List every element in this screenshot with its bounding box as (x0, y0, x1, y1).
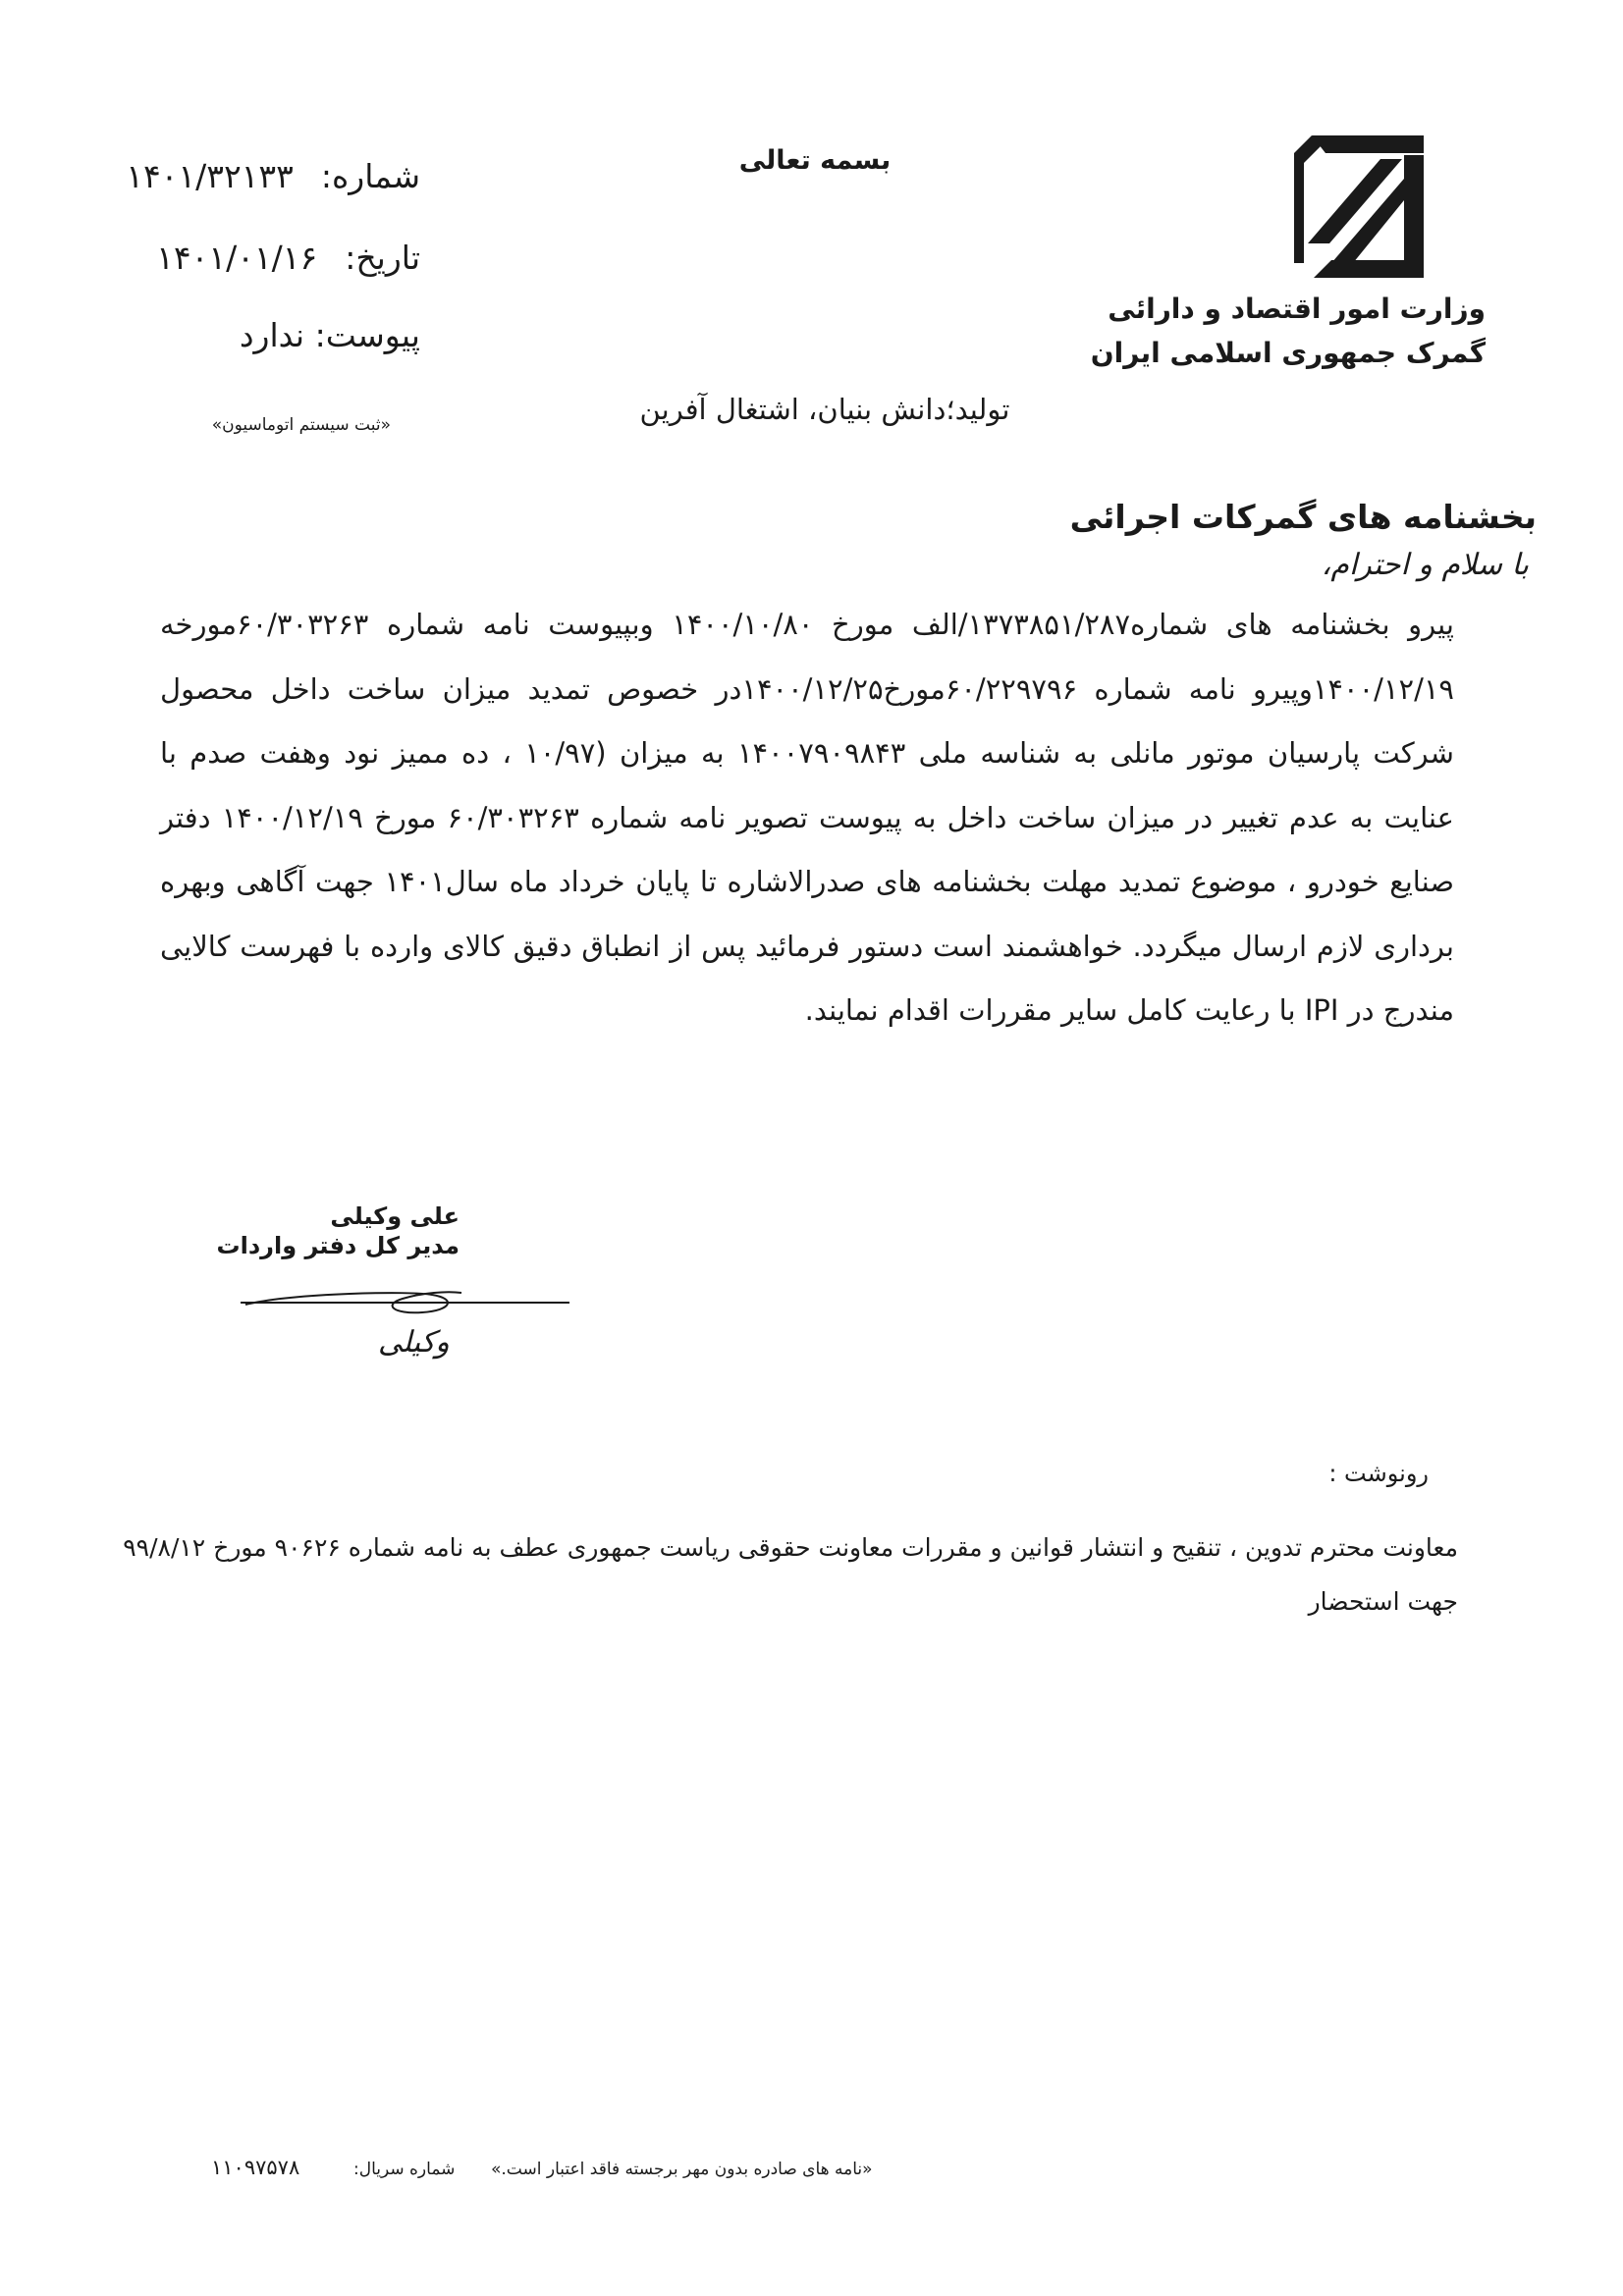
automation-note: «ثبت سیستم اتوماسیون» (211, 415, 391, 435)
letter-number (126, 157, 420, 195)
customs-emblem-icon (1294, 135, 1424, 278)
attachment-value: ندارد (239, 316, 305, 354)
customs-name: گمرک جمهوری اسلامی ایران (1090, 337, 1486, 369)
letter-attachment (240, 316, 420, 354)
cc-purpose: جهت استحضار (1308, 1587, 1458, 1616)
signature-mark (236, 1261, 579, 1360)
serial-number: ۱۱۰۹۷۵۷۸ (211, 2156, 300, 2179)
signatory-name: علی وکیلی (330, 1202, 460, 1230)
date-value: ۱۴۰۱/۰۱/۱۶ (156, 239, 318, 277)
slogan: تولید؛دانش بنیان، اشتغال آفرین (639, 393, 1010, 426)
number-value: ۱۴۰۱/۳۲۱۳۳ (126, 157, 294, 195)
bismillah-heading: بسمه تعالی (738, 145, 892, 176)
number-label: شماره: (320, 157, 420, 195)
signatory-position: مدیر کل دفتر واردات (216, 1232, 460, 1259)
date-label: تاریخ: (345, 239, 420, 277)
serial-label: شماره سریال: (353, 2160, 456, 2179)
greeting: با سلام و احترام، (1321, 548, 1529, 582)
circular-title: بخشنامه های گمرکات اجرائی (1069, 498, 1537, 536)
signature-text: وکیلی (378, 1325, 450, 1360)
cc-recipient: معاونت محترم تدوین ، تنقیح و انتشار قوانین و مقررات معاونت حقوقی ریاست جمهوری عطف به نامه شماره ۹۰۶۲۶ مورخ ۹۹/۸/۱۲ (123, 1533, 1458, 1562)
validity-note: «نامه های صادره بدون مهر برجسته فاقد اعتبار است.» (491, 2160, 873, 2179)
ministry-name: وزارت امور اقتصاد و دارائی (1108, 293, 1486, 325)
attachment-label: پیوست: (314, 316, 420, 354)
letter-body: پیرو بخشنامه های شماره۱۳۷۳۸۵۱/۲۸۷/الف مورخ ۱۴۰۰/۱۰/۸۰ وبپیوست نامه شماره ۶۰/۳۰۳۲۶۳مورخه ۱۴۰۰/۱۲/۱۹وپیرو نامه شماره ۶۰/۲۲۹۷۹۶مورخ۱۴۰۰/۱۲/۲۵در خصوص تمدید میزان ساخت داخل محصول شرکت پارسیان موتور مانلی به شناسه ملی ۱۴۰۰۷۹۰۹۸۴۳ به میزان (۱۰/۹۷ ، ده ممیز نود وهفت صدم با عنایت به عدم تغییر در میزان ساخت داخل به پیوست تصویر نامه شماره ۶۰/۳۰۳۲۶۳ مورخ ۱۴۰۰/۱۲/۱۹ دفتر صنایع خودرو ، موضوع تمدید مهلت بخشنامه های صدرالاشاره تا پایان خرداد ماه سال۱۴۰۱ جهت آگاهی وبهره برداری لازم ارسال میگردد. خواهشمند است دستور فرمائید پس از انطباق دقیق کالای وارده با فهرست کالایی مندرج در IPI با رعایت کامل سایر مقررات اقدام نمایند. (160, 608, 1454, 1027)
letter-date (156, 239, 420, 277)
cc-label: رونوشت : (1328, 1460, 1429, 1487)
